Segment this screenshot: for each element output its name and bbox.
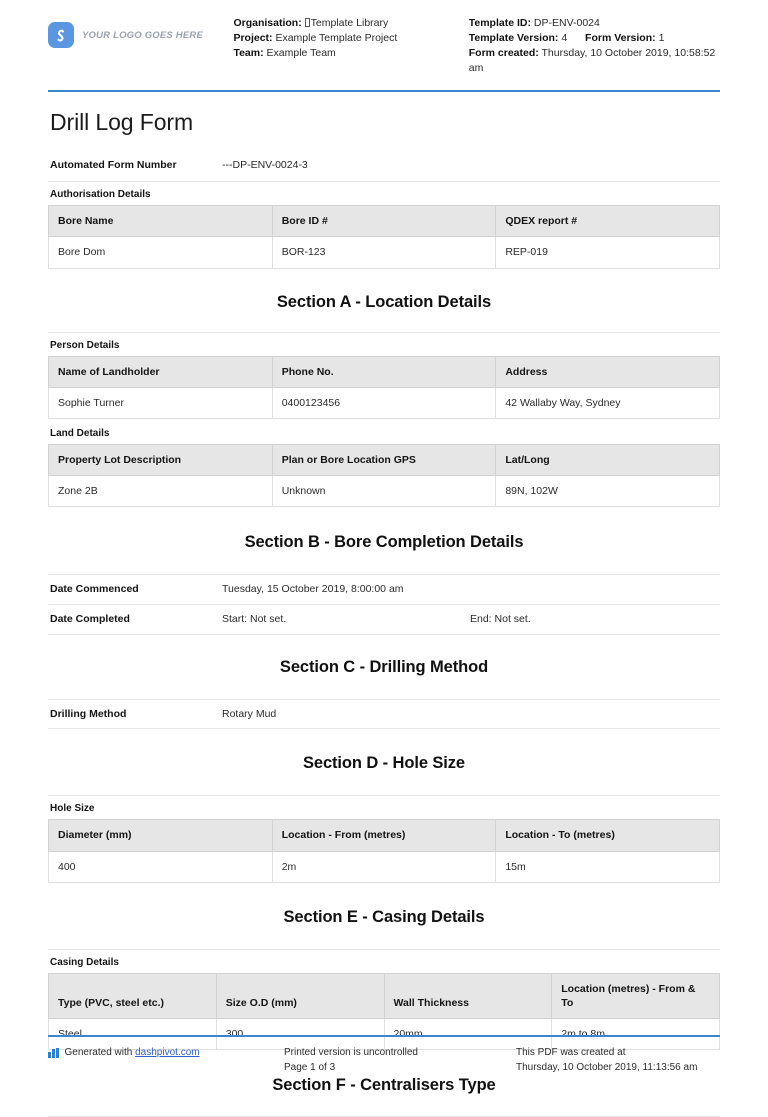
hole-size-table [48, 819, 720, 882]
bar-chart-icon [48, 1048, 59, 1058]
automated-form-number-value: ---DP-ENV-0024-3 [222, 158, 308, 171]
table-row [49, 237, 720, 268]
cell-diameter: 400 [49, 851, 273, 882]
footer-created-block [516, 1046, 720, 1075]
company-logo-icon [48, 22, 74, 48]
form-created-value: Thursday, 10 October 2019, 10:58:52 am [468, 46, 716, 74]
cell-name-of-landholder: Sophie Turner [49, 387, 273, 418]
column-header-name-of-landholder: Name of Landholder [49, 356, 273, 387]
section-c-heading: Section C - Drilling Method [279, 657, 489, 676]
page-number-text: Page 1 of 3 [284, 1061, 336, 1073]
column-header-bore-id: Bore ID # [272, 206, 496, 237]
footer-generated-block [48, 1046, 284, 1075]
column-header-address: Address [496, 356, 720, 387]
automated-form-number-label: Automated Form Number [50, 158, 177, 171]
cell-plan-or-bore-location-gps: Unknown [272, 476, 496, 507]
drilling-method-label: Drilling Method [50, 707, 127, 720]
table-row [49, 387, 720, 418]
casing-details-label: Casing Details [48, 949, 720, 973]
footer-divider [48, 1035, 720, 1037]
hole-size-label: Hole Size [48, 795, 720, 819]
template-id-label: Template ID: [468, 17, 531, 29]
form-created-label: Form created: [468, 46, 539, 59]
drilling-method-row [48, 699, 720, 730]
column-header-location-from-to: Location (metres) - From & To [552, 973, 720, 1018]
cell-lat-long: 89N, 102W [496, 476, 720, 507]
table-header-row [49, 973, 720, 1018]
footer-generated-text [65, 1046, 200, 1061]
header-meta-left [233, 16, 468, 61]
cell-phone-no: 0400123456 [272, 387, 496, 418]
team-label: Team: [233, 46, 264, 59]
table-header-row [49, 820, 720, 851]
form-version-value: 1 [658, 31, 665, 44]
date-completed-row [48, 605, 720, 635]
date-commenced-row [48, 574, 720, 605]
automated-form-number-row [48, 150, 720, 183]
template-version-value: 4 [561, 31, 568, 44]
cell-bore-name: Bore Dom [49, 237, 273, 268]
header-divider [48, 90, 720, 92]
missing-glyph-icon [305, 18, 310, 27]
date-commenced-value: Tuesday, 15 October 2019, 8:00:00 am [222, 583, 404, 596]
date-commenced-label: Date Commenced [50, 583, 139, 596]
cell-location-to: 15m [496, 851, 720, 882]
page-title: Drill Log Form [50, 108, 194, 135]
cell-property-lot-description: Zone 2B [49, 476, 273, 507]
authorisation-details-label: Authorisation Details [50, 189, 151, 201]
document-header [48, 0, 720, 76]
column-header-location-to: Location - To (metres) [496, 820, 720, 851]
form-created-line [469, 46, 720, 76]
authorisation-details-table [48, 205, 720, 268]
land-details-table [48, 444, 720, 507]
template-version-label: Template Version: [468, 31, 559, 44]
person-details-table [48, 356, 720, 419]
section-e-heading: Section E - Casing Details [283, 907, 485, 926]
pdf-created-value: Thursday, 10 October 2019, 11:13:56 am [516, 1061, 698, 1073]
column-header-qdex-report: QDEX report # [496, 206, 720, 237]
column-header-diameter: Diameter (mm) [49, 820, 273, 851]
dashpivot-link[interactable]: dashpivot.com [135, 1047, 200, 1058]
organisation-line [233, 16, 468, 31]
header-meta-right [469, 16, 720, 76]
pdf-created-label: This PDF was created at [516, 1047, 626, 1058]
column-header-lat-long: Lat/Long [496, 445, 720, 476]
footer-columns [48, 1046, 720, 1075]
column-header-location-from: Location - From (metres) [272, 820, 496, 851]
footer-printed-block [284, 1046, 516, 1075]
cell-bore-id: BOR-123 [272, 237, 496, 268]
printed-version-text: Printed version is uncontrolled [284, 1047, 418, 1058]
version-line [469, 31, 720, 46]
person-details-label: Person Details [48, 332, 720, 356]
column-header-property-lot-description: Property Lot Description [49, 445, 273, 476]
date-completed-end: End: Not set. [470, 613, 531, 626]
organisation-label: Organisation: [233, 17, 302, 29]
table-row [49, 851, 720, 882]
table-row [49, 476, 720, 507]
document-footer [48, 1035, 720, 1075]
cell-qdex-report: REP-019 [496, 237, 720, 268]
project-line [233, 31, 468, 46]
column-header-bore-name: Bore Name [49, 206, 273, 237]
column-header-wall-thickness: Wall Thickness [384, 973, 552, 1018]
column-header-size-od: Size O.D (mm) [216, 973, 384, 1018]
project-value: Example Template Project [275, 31, 398, 44]
table-header-row [49, 445, 720, 476]
column-header-type: Type (PVC, steel etc.) [49, 973, 217, 1018]
drilling-method-value: Rotary Mud [222, 707, 277, 720]
section-d-heading: Section D - Hole Size [302, 754, 465, 773]
form-version-label: Form Version: [585, 31, 656, 44]
column-header-phone-no: Phone No. [272, 356, 496, 387]
land-details-label: Land Details [50, 428, 110, 439]
team-line [233, 46, 468, 61]
date-completed-start: Start: Not set. [222, 613, 287, 626]
date-completed-label: Date Completed [50, 613, 130, 626]
table-header-row [49, 356, 720, 387]
team-value: Example Team [266, 46, 336, 59]
column-header-plan-or-bore-location-gps: Plan or Bore Location GPS [272, 445, 496, 476]
cell-address: 42 Wallaby Way, Sydney [496, 387, 720, 418]
date-completed-value [222, 612, 718, 627]
generated-prefix: Generated with [64, 1047, 133, 1058]
logo-block [48, 16, 233, 48]
project-label: Project: [233, 31, 273, 44]
logo-placeholder-text: YOUR LOGO GOES HERE [82, 29, 203, 41]
table-header-row [49, 206, 720, 237]
section-f-heading: Section F - Centralisers Type [272, 1076, 496, 1095]
section-b-heading: Section B - Bore Completion Details [244, 533, 524, 552]
organisation-value: Template Library [310, 17, 389, 29]
template-id-line [469, 16, 720, 31]
cell-location-from: 2m [272, 851, 496, 882]
template-id-value: DP-ENV-0024 [533, 17, 600, 29]
section-a-heading: Section A - Location Details [276, 292, 492, 311]
